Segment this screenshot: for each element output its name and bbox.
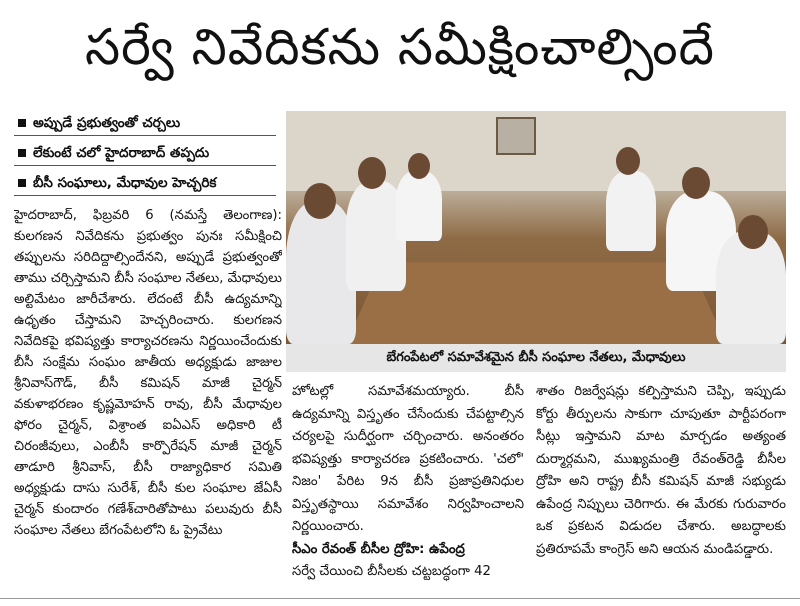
kicker-3 (14, 171, 276, 196)
kicker-3-text: బీసీ సంఘాలు, మేధావుల హెచ్చరిక (33, 175, 217, 191)
kicker-2 (14, 141, 276, 166)
bullet-square-icon (18, 179, 26, 187)
article-column-3: శాతం రిజర్వేషన్లు కల్పిస్తామని చెప్పి, ఇప్పుడు కోర్టు తీర్పులను సాకుగా చూపుతూ పార్టీపరంగా సీట్లు ఇస్తామని మాట మార్చడం అత్యంత దుర్మార్గమని, ముఖ్యమంత్రి రేవంత్‌రెడ్డి బీసీల ద్రోహి అని రాష్ట్ర బీసీ కమిషన్ మాజీ సభ్యుడు ఉపేంద్ర నిప్పులు చెరిగారు. ఈ మేరకు గురువారం ఒక ప్రకటన విడుదల చేశారు. అబద్ధాలకు ప్రతిరూపమే కాంగ్రెస్ అని ఆయన మండిపడ్డారు. (536, 384, 786, 557)
bullet-square-icon (18, 149, 26, 157)
article-column-2 (292, 381, 524, 586)
col2-tail: సర్వే చేయించి బీసీలకు చట్టబద్ధంగా 42 (292, 564, 491, 579)
kicker-1-text: అప్పుడే ప్రభుత్వంతో చర్చలు (33, 115, 181, 131)
wall-frame-icon (496, 117, 536, 155)
kicker-2-text: లేకుంటే చలో హైదరాబాద్ తప్పదు (33, 145, 210, 161)
col2-subheading: సీఎం రేవంత్ బీసీల ద్రోహి: ఉపేంద్ర (292, 541, 465, 557)
kicker-1 (14, 111, 276, 136)
headline: సర్వే నివేదికను సమీక్షించాల్సిందే (85, 18, 715, 76)
bottom-rule (0, 598, 800, 599)
meeting-photo (286, 111, 786, 344)
photo-caption: బేగంపేటలో సమావేశమైన బీసీ సంఘాల నేతలు, మేధావులు (286, 344, 786, 372)
lead-article-column: హైదరాబాద్, ఫిబ్రవరి 6 (నమస్తే తెలంగాణ): కులగణన నివేదికను ప్రభుత్వం పునః సమీక్షించి తప్పులను సరిదిద్దాల్సిందేనని, అప్పుడే ప్రభుత్వంతో తాము చర్చిస్తామని బీసీ సంఘాల నేతలు, మేధావులు అల్టిమేటం జారీచేశారు. లేదంటే బీసీ ఉద్యమాన్ని ఉధృతం చేస్తామని హెచ్చరించారు. కులగణన నివేదికపై భవిష్యత్తు కార్యాచరణను నిర్ణయించేందుకు బీసీ సంక్షేమ సంఘం జాతీయ అధ్యక్షుడు జాజుల శ్రీనివాస్‌గౌడ్, బీసీ కమిషన్ మాజీ చైర్మన్ వకుళాభరణం కృష్ణమోహన్ రావు, బీసీ మేధావుల ఫోరం చైర్మన్, విశ్రాంత ఐఏఎస్ అధికారి టీ చిరంజీవులు, ఎంబీసీ కార్పొరేషన్ మాజీ చైర్మన్ తాడూరి శ్రీనివాస్, బీసీ రాజ్యాధికార సమితి అధ్యక్షుడు దాసు సురేశ్, బీసీ కుల సంఘాల జేఏసీ చైర్మన్ కుందారం గణేశ్‌చారితోపాటు పలువురు బీసీ సంఘాల నేతలు బేగంపేటలోని ఓ ప్రైవేటు (14, 208, 282, 538)
bullet-square-icon (18, 119, 26, 127)
col2-body: హోటల్లో సమావేశమయ్యారు. బీసీ ఉద్యమాన్ని విస్తృతం చేసేందుకు చేపట్టాల్సిన చర్యలపై సుదీర్ఘంగా చర్చించారు. అనంతరం భవిష్యత్తు కార్యాచరణ ప్రకటించారు. 'చలో' నిజం' పేరిట 9న బీసీ ప్రజాప్రతినిధుల విస్తృతస్థాయి సమావేశం నిర్వహించాలని నిర్ణయించారు. (292, 384, 524, 534)
